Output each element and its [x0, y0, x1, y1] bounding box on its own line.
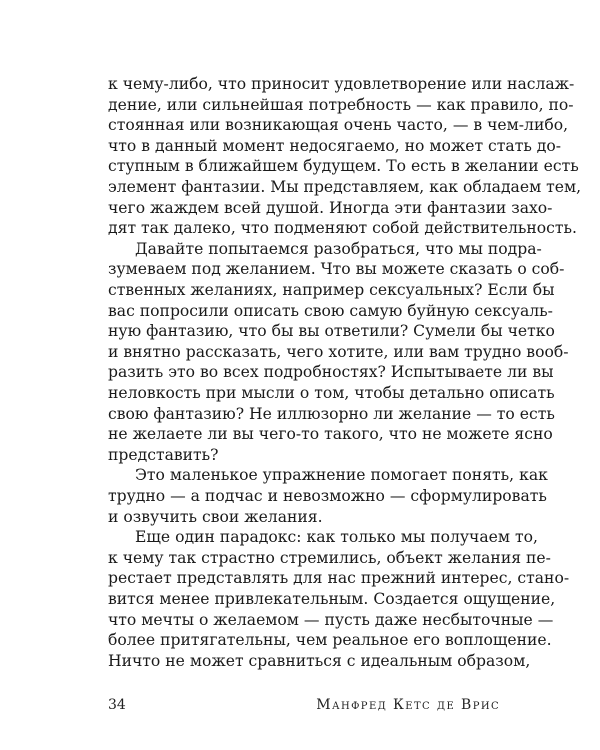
- text-line: трудно — а подчас и невозможно — сформулировать: [108, 487, 547, 505]
- text-line: не желаете ли вы чего-то такого, что не можете ясно: [108, 425, 553, 444]
- text-line: к чему-либо, что приносит удовлетворение или наслаж-: [108, 75, 575, 93]
- text-line: Ничто не может сравниться с идеальным образом,: [108, 651, 531, 670]
- paragraph-first-line: Еще один парадокс: как только мы получаем то,: [135, 528, 538, 547]
- text-line: дят так далеко, что подменяют собой действительность.: [108, 219, 577, 238]
- text-line: разить это во всех подробностях? Испытываете ли вы: [108, 363, 554, 382]
- text-line: чего жаждем всей душой. Иногда эти фантазии захо-: [108, 198, 553, 217]
- text-line: что мечты о желаемом — пусть даже несбыточные —: [108, 610, 554, 629]
- text-line: более притягательны, чем реальное его воплощение.: [108, 631, 552, 650]
- text-line: рестает представлять для нас прежний интерес, стано-: [108, 569, 570, 588]
- paragraph-first-line: Давайте попытаемся разобраться, что мы подра-: [135, 239, 542, 258]
- text-line: ственных желаниях, например сексуальных? Если бы: [108, 281, 555, 299]
- text-line: стоянная или возникающая очень часто, — в чем-либо,: [108, 116, 569, 135]
- text-line: вас попросили описать свою самую буйную сексуаль-: [108, 301, 553, 320]
- text-line: что в данный момент недосягаемо, но может стать до-: [108, 136, 562, 155]
- text-line: дение, или сильнейшая потребность — как правило, по-: [108, 95, 574, 114]
- text-line: ную фантазию, что бы вы ответили? Сумели бы четко: [108, 322, 555, 341]
- running-head-author: Манфред Кетс де Врис: [316, 697, 500, 714]
- text-line: к чему так страстно стремились, объект желания пе-: [108, 548, 551, 567]
- text-line: вится менее привлекательным. Создается ощущение,: [108, 590, 556, 608]
- text-line: неловкость при мысли о том, чтобы детально описать: [108, 384, 555, 402]
- text-line-last: представить?: [108, 445, 219, 464]
- text-line: ступным в ближайшем будущем. То есть в желании есть: [108, 157, 579, 176]
- paragraph-first-line: Это маленькое упражнение помогает понять, как: [135, 466, 548, 485]
- page-number: 34: [108, 697, 126, 714]
- text-line: и внятно рассказать, чего хотите, или вам трудно вооб-: [108, 342, 569, 361]
- text-line: зумеваем под желанием. Что вы можете сказать о соб-: [108, 260, 565, 279]
- text-line: элемент фантазии. Мы представляем, как обладаем тем,: [108, 178, 582, 196]
- text-line-last: и озвучить свои желания.: [108, 507, 323, 526]
- text-line: свою фантазию? Не иллюзорно ли желание — то есть: [108, 404, 555, 423]
